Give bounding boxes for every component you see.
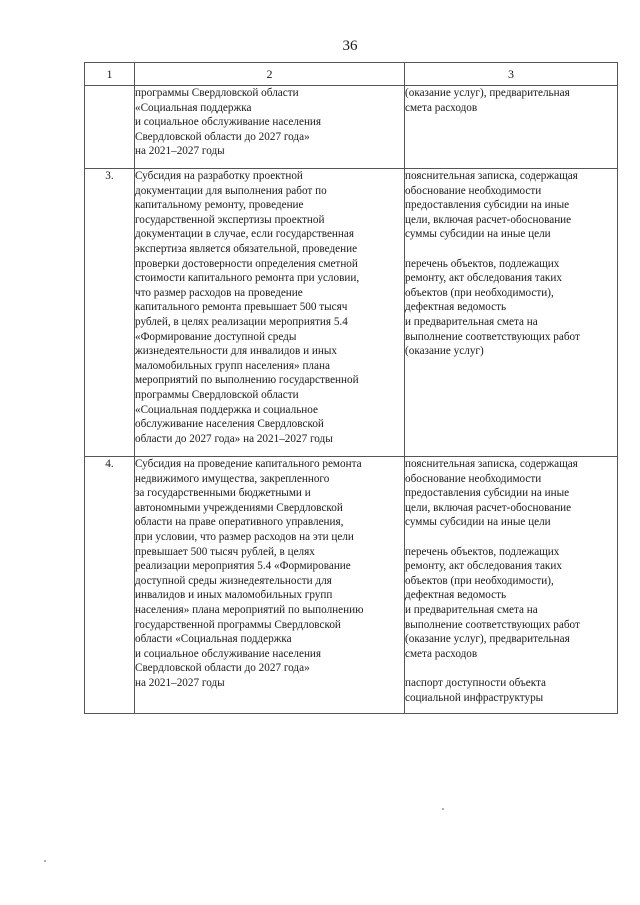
text-line: на 2021–2027 годы	[135, 676, 225, 689]
row-documents	[405, 169, 618, 457]
text-line: (оказание услуг)	[405, 345, 484, 358]
text-line: Свердловской области до 2027 года»	[135, 662, 310, 675]
text-line: автономными учреждениями Свердловской	[135, 501, 343, 514]
text-line: социальной инфраструктуры	[405, 691, 544, 704]
text-line: населения» плана мероприятий по выполнению	[135, 603, 364, 616]
header-col-1: 1	[85, 63, 135, 86]
header-col-2: 2	[135, 63, 405, 86]
text-line: обслуживание населения Свердловской	[135, 418, 324, 431]
text-line: «Формирование доступной среды	[135, 330, 297, 343]
table-header-row	[85, 63, 618, 86]
text-line: программы Свердловской области	[135, 388, 299, 401]
text-line: доступной среды жизнедеятельности для	[135, 574, 332, 587]
row-description	[135, 86, 405, 169]
text-line: и предварительная смета на	[405, 603, 538, 616]
text-line: жизнедеятельности для инвалидов и иных	[135, 345, 337, 358]
text-line: цели, включая расчет-обоснование	[405, 501, 572, 514]
text-line: и предварительная смета на	[405, 315, 538, 328]
text-line: обоснование необходимости	[405, 472, 542, 485]
row-number: 4.	[85, 457, 135, 714]
text-line: стоимости капитального ремонта при условии,	[135, 272, 360, 285]
text-line: на 2021–2027 годы	[135, 145, 225, 158]
row-number: 3.	[85, 169, 135, 457]
page-number: 36	[342, 38, 358, 54]
text-line: предоставления субсидии на иные	[405, 199, 570, 212]
text-line: перечень объектов, подлежащих	[405, 545, 560, 558]
text-line: за государственными бюджетными и	[135, 487, 311, 500]
paragraph-gap	[405, 661, 617, 676]
text-line: выполнение соответствующих работ	[405, 618, 580, 631]
text-line: инвалидов и иных маломобильных групп	[135, 589, 333, 602]
text-line: дефектная ведомость	[405, 589, 507, 602]
text-line: ремонту, акт обследования таких	[405, 272, 562, 285]
text-line: Субсидия на разработку проектной	[135, 170, 303, 182]
text-line: мероприятий по выполнению государственной	[135, 374, 359, 387]
text-line: смета расходов	[405, 647, 478, 660]
table-row-4	[85, 457, 618, 714]
text-line: Субсидия на проведение капитального ремонта	[135, 458, 362, 470]
text-line: дефектная ведомость	[405, 301, 507, 314]
text-line: суммы субсидии на иные цели	[405, 228, 551, 241]
text-line: недвижимого имущества, закрепленного	[135, 472, 330, 485]
text-line: предоставления субсидии на иные	[405, 487, 570, 500]
text-line: цели, включая расчет-обоснование	[405, 213, 572, 226]
text-line: рублей, в целях реализации мероприятия 5.4	[135, 315, 348, 328]
row-documents	[405, 86, 618, 169]
text-line: суммы субсидии на иные цели	[405, 516, 551, 529]
text-line: документации в случае, если государственная	[135, 228, 355, 241]
text-line: что размер расходов на проведение	[135, 286, 303, 299]
text-line: маломобильных групп населения» плана	[135, 359, 330, 372]
text-line: государственной программы Свердловской	[135, 618, 341, 631]
text-line: пояснительная записка, содержащая	[405, 170, 578, 182]
header-col-3: 3	[405, 63, 618, 86]
text-line: паспорт доступности объекта	[405, 676, 547, 689]
text-line: смета расходов	[405, 101, 478, 114]
row-description	[135, 457, 405, 714]
text-line: объектов (при необходимости),	[405, 574, 554, 587]
text-line: выполнение соответствующих работ	[405, 330, 580, 343]
text-line: капитального ремонта превышает 500 тысяч	[135, 301, 348, 314]
row-description	[135, 169, 405, 457]
text-line: документации для выполнения работ по	[135, 184, 327, 197]
text-line: объектов (при необходимости),	[405, 286, 554, 299]
text-line: ремонту, акт обследования таких	[405, 560, 562, 573]
text-line: (оказание услуг), предварительная	[405, 87, 570, 99]
text-line: Свердловской области до 2027 года»	[135, 130, 310, 143]
text-line: и социальное обслуживание населения	[135, 116, 322, 129]
table-row-3	[85, 169, 618, 457]
text-line: капитальному ремонту, проведение	[135, 199, 304, 212]
text-line: пояснительная записка, содержащая	[405, 458, 578, 470]
text-line: реализации мероприятия 5.4 «Формирование	[135, 560, 351, 573]
text-line: проверки достоверности определения сметной	[135, 257, 358, 270]
document-table	[84, 62, 618, 714]
text-line: превышает 500 тысяч рублей, в целях	[135, 545, 315, 558]
table-row-continuation	[85, 86, 618, 169]
text-line: и социальное обслуживание населения	[135, 647, 322, 660]
text-line: «Социальная поддержка и социальное	[135, 403, 318, 416]
text-line: программы Свердловской области	[135, 87, 299, 99]
text-line: государственной экспертизы проектной	[135, 213, 325, 226]
text-line: области «Социальная поддержка	[135, 633, 292, 646]
paragraph-gap	[405, 242, 617, 257]
row-number	[85, 86, 135, 169]
text-line: (оказание услуг), предварительная	[405, 633, 570, 646]
text-line: обоснование необходимости	[405, 184, 542, 197]
scan-speck	[442, 808, 444, 810]
text-line: при условии, что размер расходов на эти цели	[135, 530, 354, 543]
text-line: области на праве оперативного управления,	[135, 516, 344, 529]
scan-speck	[44, 860, 46, 862]
row-documents	[405, 457, 618, 714]
text-line: «Социальная поддержка	[135, 101, 252, 114]
text-line: перечень объектов, подлежащих	[405, 257, 560, 270]
text-line: экспертиза является обязательной, проведение	[135, 242, 358, 255]
paragraph-gap	[405, 530, 617, 545]
text-line: области до 2027 года» на 2021–2027 годы	[135, 432, 333, 445]
